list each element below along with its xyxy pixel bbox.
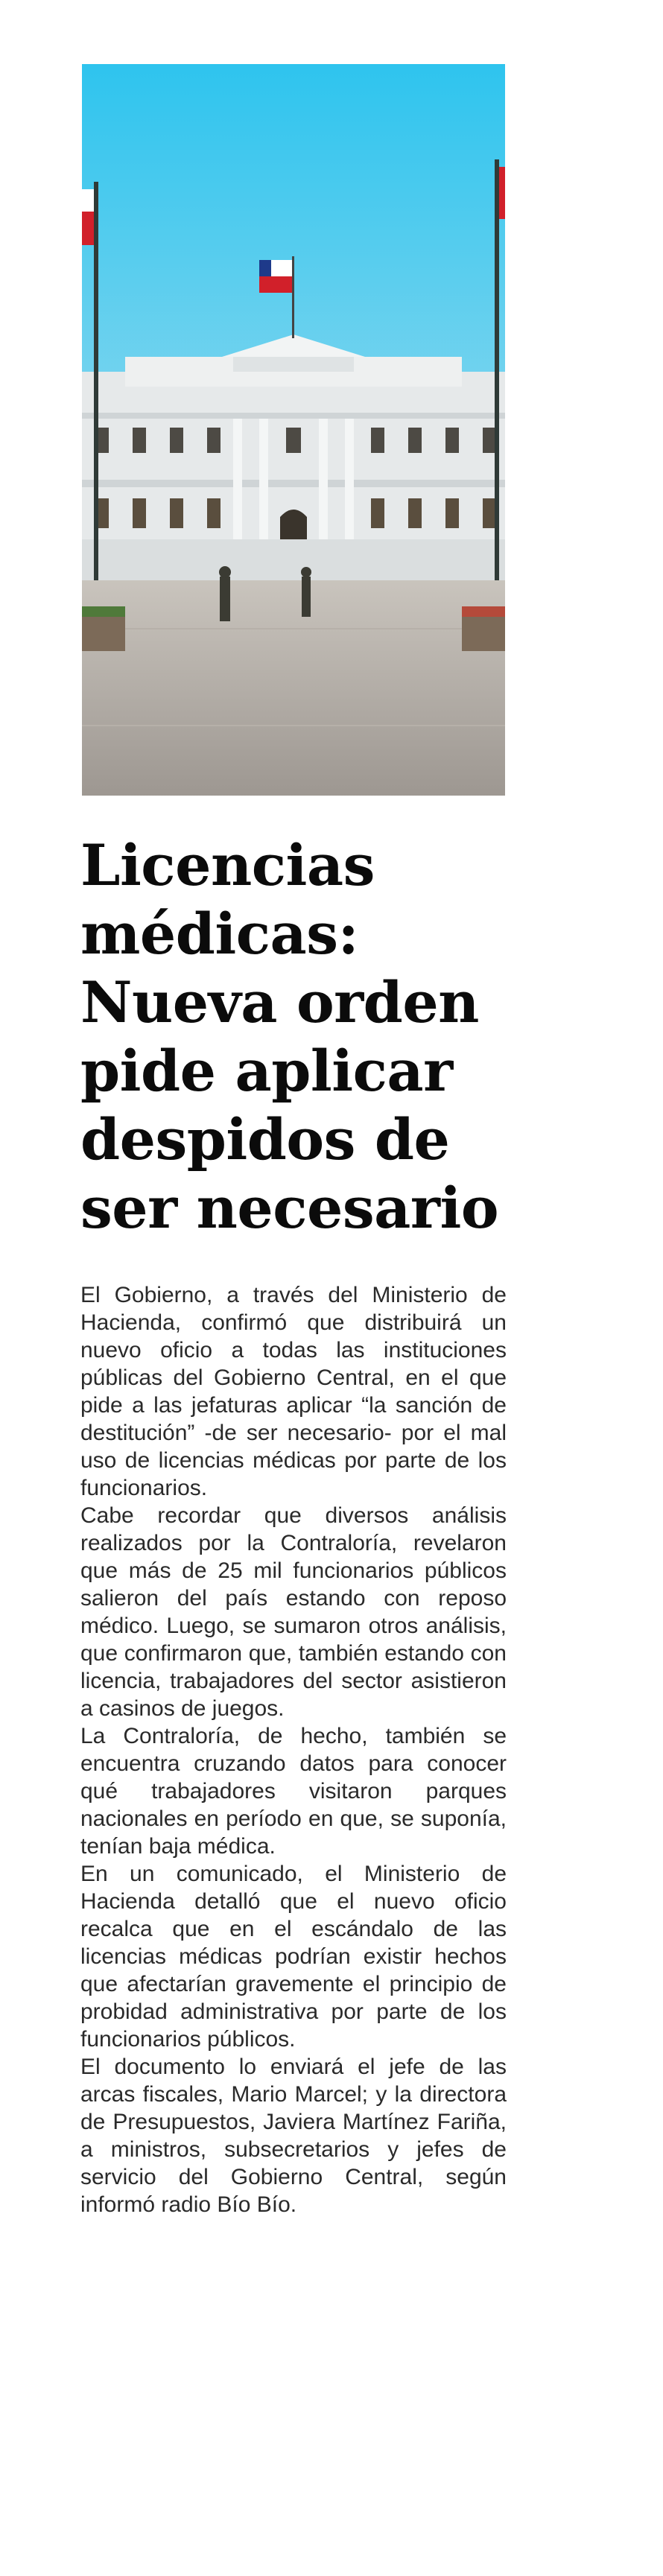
headline-line: pide aplicar (80, 1038, 453, 1104)
la-moneda-image (80, 63, 507, 797)
headline (80, 831, 594, 1243)
headline-line: Licencias (80, 832, 375, 898)
paragraph: En un comunicado, el Ministerio de Hacienda detalló que el nuevo oficio recalca que en el escándalo de las licencias médicas podrían existir hechos que afectarían gravemente el principio de probidad administrativa por parte de los funcionarios públicos. (80, 1862, 507, 2052)
headline-line: Nueva orden (80, 969, 479, 1035)
headline-line: ser necesario (80, 1175, 499, 1241)
article-photo (80, 63, 507, 797)
headline-line: despidos de (80, 1106, 450, 1173)
paragraph: El Gobierno, a través del Ministerio de Hacienda, confirmó que distribuirá un nuevo oficio a todas las instituciones públicas del Gobierno Central, en el que pide a las jefaturas aplicar “la sanción de destitución” -de ser necesario- por el mal uso de licencias médicas por parte de los funcionarios. (80, 1283, 507, 1500)
paragraph: El documento lo enviará el jefe de las arcas fiscales, Mario Marcel; y la directora de Presupuestos, Javiera Martínez Fariña, a ministros, subsecretarios y jefes de servicio del Gobierno Central, según informó radio Bío Bío. (80, 2055, 507, 2217)
article-body (80, 1281, 507, 2218)
paragraph: La Contraloría, de hecho, también se encuentra cruzando datos para conocer qué trabajadores visitaron parques nacionales en período en que, se suponía, tenían baja médica. (80, 1724, 507, 1859)
headline-line: médicas: (80, 901, 359, 967)
paragraph: Cabe recordar que diversos análisis realizados por la Contraloría, revelaron que más de 25 mil funcionarios públicos salieron del país estando con reposo médico. Luego, se sumaron otros análisis, que confirmaron que, también estando con licencia, trabajadores del sector asistieron a casinos de juegos. (80, 1503, 507, 1721)
